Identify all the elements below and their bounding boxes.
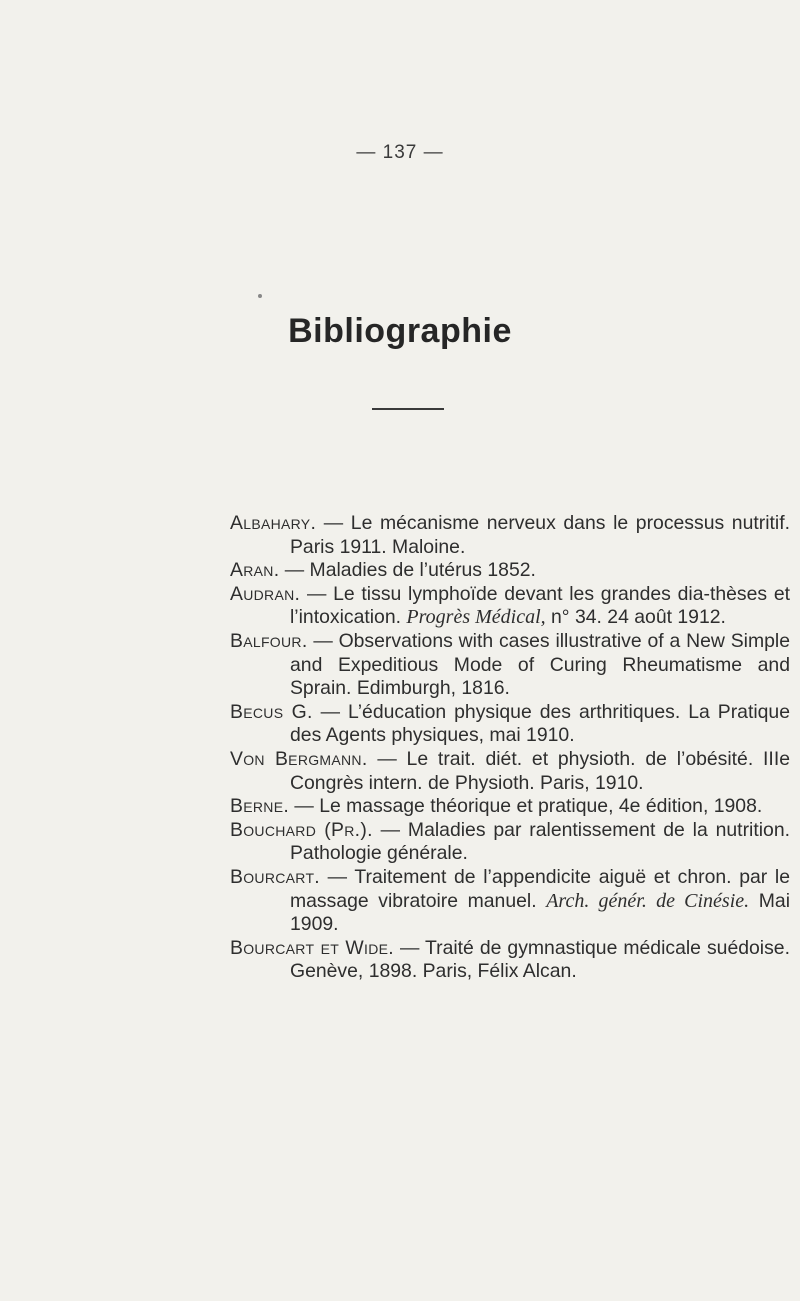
bibliography-entry	[230, 512, 790, 559]
entry-author: Bouchard (Pr.).	[230, 818, 373, 841]
bibliography-entry	[230, 559, 790, 583]
entry-text: — Maladies par ralentissement de la nutrition. Pathologie générale.	[290, 818, 790, 865]
entry-text: — Observations with cases illustrative of a New Simple and Expeditious Mode of Curing Rheumatisme and Sprain. Edimburgh, 1816.	[290, 629, 790, 700]
bibliography-list	[0, 512, 800, 984]
bibliography-entry	[230, 630, 790, 701]
entry-journal: Progrès Médical,	[406, 606, 546, 629]
entry-author: Albahary.	[230, 512, 317, 534]
bibliography-entry	[230, 583, 790, 630]
page-number: — 137 —	[356, 142, 444, 163]
entry-text: — Le tissu lymphoïde devant les grandes dia-thèses et l’intoxication.	[290, 582, 790, 629]
title-divider	[372, 408, 444, 410]
entry-text: — L’éducation physique des arthritiques. La Pratique des Agents physiques, mai 1910.	[290, 700, 791, 747]
entry-tail: n° 34. 24 août 1912.	[545, 606, 726, 629]
bibliography-entry	[230, 819, 790, 866]
entry-author: Aran.	[230, 559, 280, 582]
entry-text: — Traité de gymnastique médicale suédoise. Genève, 1898. Paris, Félix Alcan.	[290, 936, 790, 983]
entry-journal: Arch. génér. de Cinésie.	[546, 889, 750, 912]
bibliography-entry	[230, 866, 790, 937]
entry-text: — Le trait. diét. et physioth. de l’obésité. IIIe Congrès intern. de Physioth. Paris, 1910.	[290, 747, 790, 794]
entry-author: Bourcart.	[230, 865, 320, 888]
bibliography-entry	[230, 795, 790, 819]
entry-tail: Mai 1909.	[290, 889, 790, 936]
bibliography-entry	[230, 937, 790, 984]
entry-text: — Traitement de l’appendicite aiguë et chron. par le massage vibratoire manuel.	[290, 865, 790, 912]
entry-text: — Le mécanisme nerveux dans le processus nutritif. Paris 1911. Maloine.	[290, 512, 790, 558]
entry-text: — Maladies de l’utérus 1852.	[279, 559, 536, 582]
bibliography-entry	[230, 701, 790, 748]
entry-author: Balfour.	[230, 629, 308, 652]
entry-author: Bourcart et Wide.	[230, 936, 394, 959]
entry-author: Becus G.	[230, 700, 313, 723]
entry-author: Audran.	[230, 582, 301, 605]
page-title: Bibliographie	[288, 312, 512, 350]
speck-mark	[258, 294, 262, 298]
entry-text: — Le massage théorique et pratique, 4e édition, 1908.	[289, 795, 763, 818]
bibliography-entry	[230, 748, 790, 795]
entry-author: Berne.	[230, 795, 290, 818]
entry-author: Von Bergmann.	[230, 747, 368, 770]
